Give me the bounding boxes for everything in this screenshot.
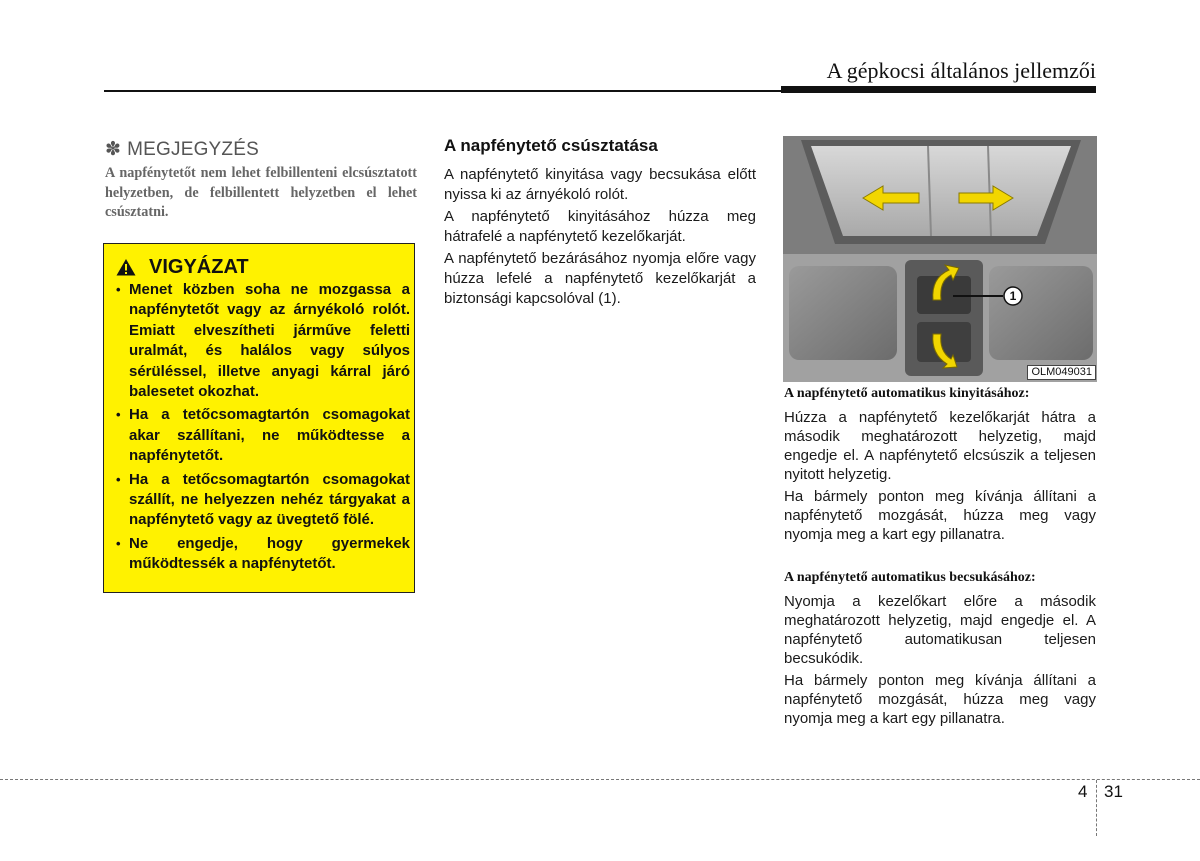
running-header-title: A gépkocsi általános jellemzői [826, 58, 1096, 83]
sliding-paragraph: A napfénytető kinyitása vagy becsukása előtt nyissa ki az árnyékoló rolót. [444, 166, 756, 203]
figure-callout-1: 1 [1009, 289, 1017, 303]
note-title [105, 138, 259, 161]
warning-list [114, 280, 410, 578]
header-rule-accent [781, 86, 1096, 93]
figure-code: OLM049031 [1027, 365, 1096, 380]
page-number: 31 [1104, 782, 1123, 801]
warning-title: VIGYÁZAT [149, 255, 249, 278]
auto-open-paragraph: Ha bármely ponton meg kívánja állítani a napfénytető mozgását, húzza meg vagy nyomja meg a kart egy pillanatra. [784, 488, 1096, 543]
footer-vertical-divider [1096, 780, 1097, 836]
chapter-number: 4 [1078, 782, 1088, 801]
warning-triangle-icon [116, 258, 136, 276]
sunroof-control-figure [783, 136, 1097, 382]
sliding-paragraph: A napfénytető kinyitásához húzza meg hátrafelé a napfénytető kezelőkarját. [444, 208, 756, 245]
sunroof-illustration [783, 136, 1097, 382]
auto-open-paragraph: Húzza a napfénytető kezelőkarját hátra a második meghatározott helyzetig, majd engedje el. A napfénytető elcsúszik a teljesen nyitott helyzetig. [784, 409, 1096, 483]
note-title-text: MEGJEGYZÉS [127, 139, 259, 160]
warning-item: • Ne engedje, hogy gyermekek működtessék a napfénytetőt. [114, 534, 410, 575]
auto-close-paragraph: Nyomja a kezelőkart előre a második meghatározott helyzetig, majd engedje el. A napfénytető automatikusan teljesen becsukódik. [784, 593, 1096, 667]
warning-item: • Menet közben soha ne mozgassa a napfénytetőt vagy az árnyékoló rolót. Emiatt elveszítheti járműve feletti uralmát, és halálos vagy súlyos sérüléssel, illetve anyagi kárral járó balesetet okozhat. [114, 280, 410, 402]
note-star-icon: ✽ [105, 139, 122, 160]
warning-header [116, 254, 249, 280]
auto-close-paragraph: Ha bármely ponton meg kívánja állítani a napfénytető mozgását, húzza meg vagy nyomja meg a kart egy pillanatra. [784, 672, 1096, 727]
warning-item: • Ha a tetőcsomagtartón csomagokat akar szállítani, ne működtesse a napfénytetőt. [114, 405, 410, 466]
sliding-paragraph: A napfénytető bezárásához nyomja előre vagy húzza lefelé a napfénytető kezelőkarját a biztonsági kapcsolóval (1). [444, 250, 756, 307]
footer-divider [0, 779, 1200, 780]
warning-item: • Ha a tetőcsomagtartón csomagokat szállít, ne helyezzen nehéz tárgyakat a napfénytető vagy az üvegtető fölé. [114, 470, 410, 531]
note-text: A napfénytetőt nem lehet felbillenteni elcsúsztatott helyzetben, de felbillentett helyzetben el lehet csúsztatni. [105, 165, 417, 220]
auto-open-heading: A napfénytető automatikus kinyitásához: [784, 386, 1030, 401]
auto-close-heading: A napfénytető automatikus becsukásához: [784, 570, 1036, 585]
sliding-heading: A napfénytető csúsztatása [444, 136, 658, 155]
warning-box [103, 243, 415, 593]
